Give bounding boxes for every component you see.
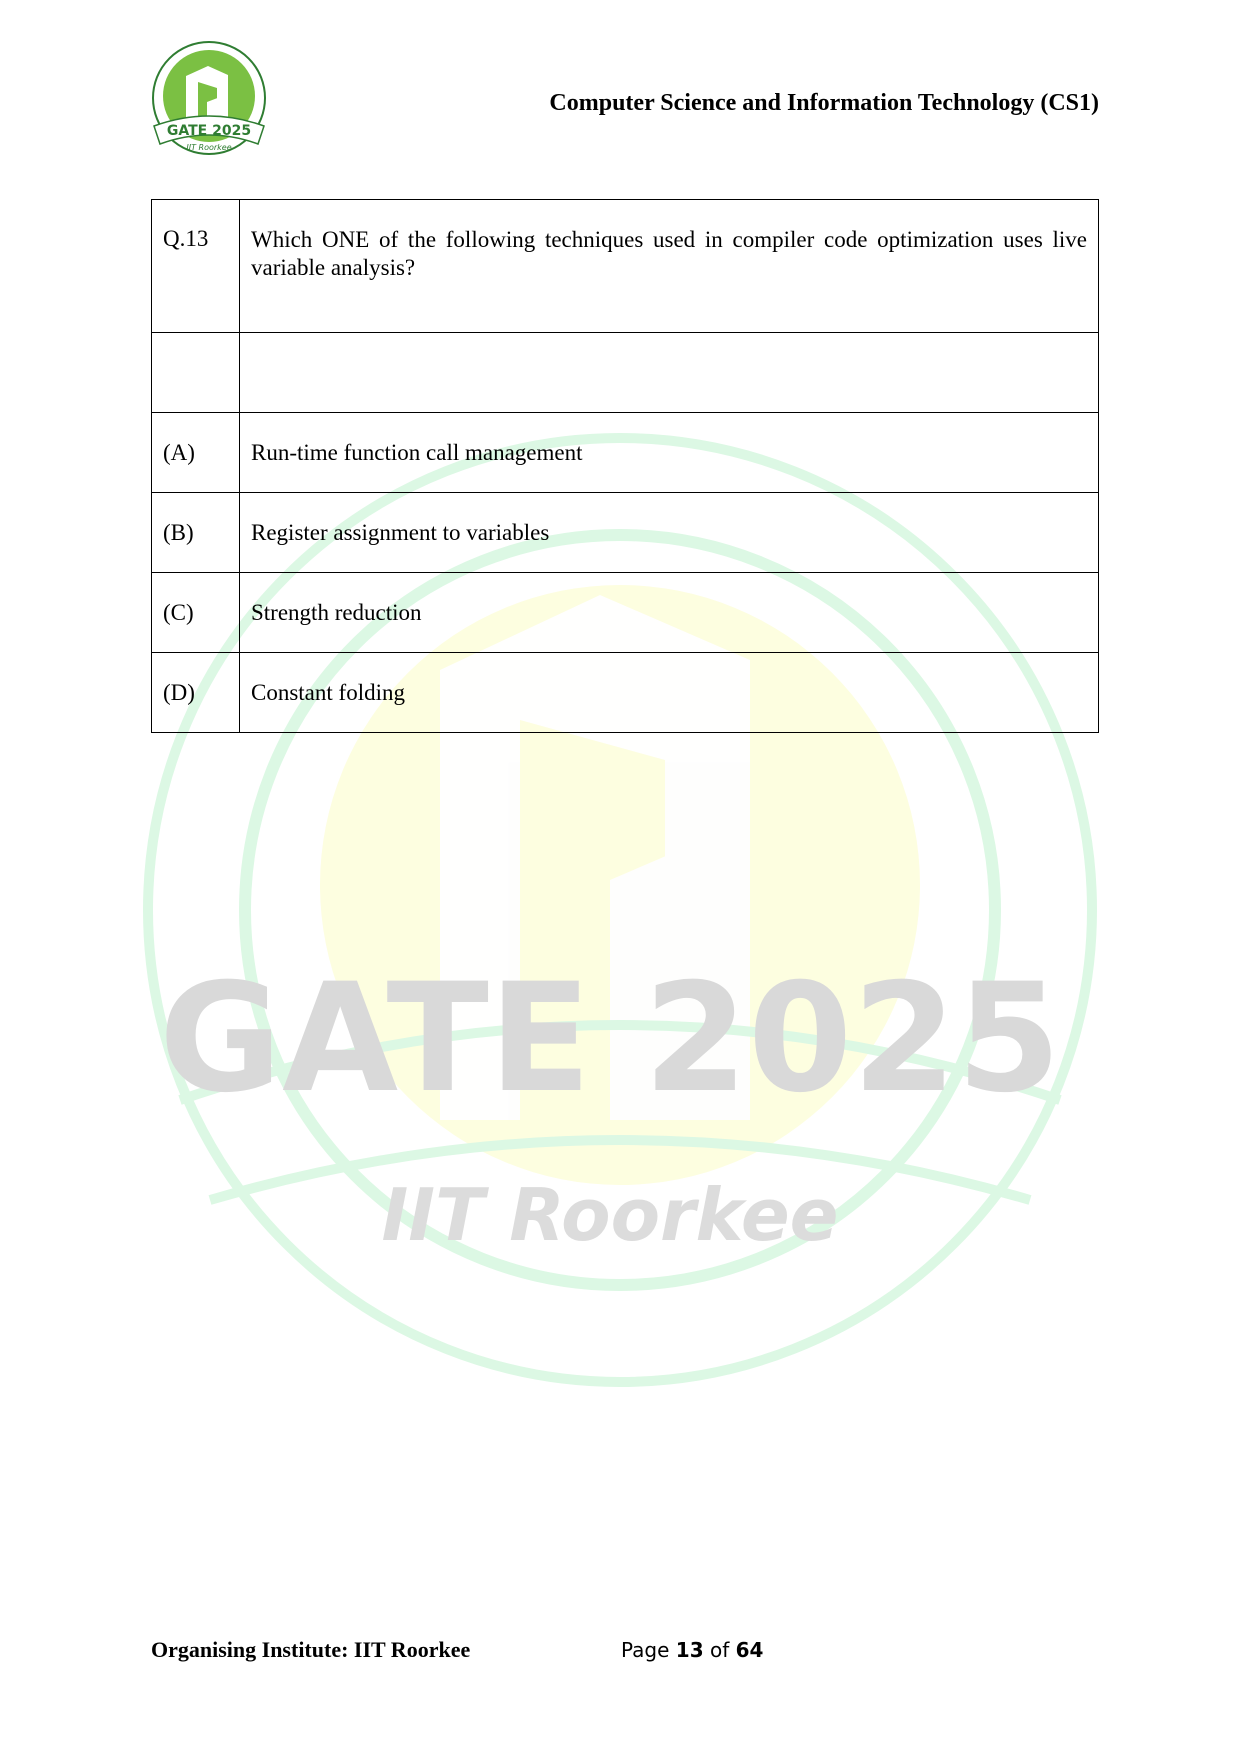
option-row-d <box>152 653 1099 733</box>
option-text: Register assignment to variables <box>240 493 1099 573</box>
gate-2025-logo <box>148 40 270 162</box>
watermark-gate-text: GATE 2025 <box>158 952 1062 1126</box>
blank-row <box>152 333 1099 413</box>
blank-cell <box>152 333 240 413</box>
option-text: Strength reduction <box>240 573 1099 653</box>
page-word: Page <box>621 1638 670 1662</box>
option-key: (A) <box>152 413 240 493</box>
option-row-a <box>152 413 1099 493</box>
page-number <box>621 1638 763 1662</box>
page-of: of <box>709 1638 730 1662</box>
question-text: Which ONE of the following techniques used in compiler code optimization uses live variable analysis? <box>240 200 1099 333</box>
question-table <box>151 199 1099 733</box>
question-number: Q.13 <box>152 200 240 333</box>
option-text: Run-time function call management <box>240 413 1099 493</box>
logo-gate-text: GATE 2025 <box>166 123 252 139</box>
option-row-b <box>152 493 1099 573</box>
paper-title: Computer Science and Information Technology (CS1) <box>549 90 1099 116</box>
option-key: (B) <box>152 493 240 573</box>
blank-cell <box>240 333 1099 413</box>
watermark-iit-text: IIT Roorkee <box>381 1173 839 1257</box>
logo-iit-text: IIT Roorkee <box>186 143 232 152</box>
option-row-c <box>152 573 1099 653</box>
option-key: (C) <box>152 573 240 653</box>
option-key: (D) <box>152 653 240 733</box>
page-total: 64 <box>735 1638 764 1662</box>
question-row <box>152 200 1099 333</box>
organising-institute: Organising Institute: IIT Roorkee <box>151 1637 471 1662</box>
option-text: Constant folding <box>240 653 1099 733</box>
page-current: 13 <box>675 1638 704 1662</box>
